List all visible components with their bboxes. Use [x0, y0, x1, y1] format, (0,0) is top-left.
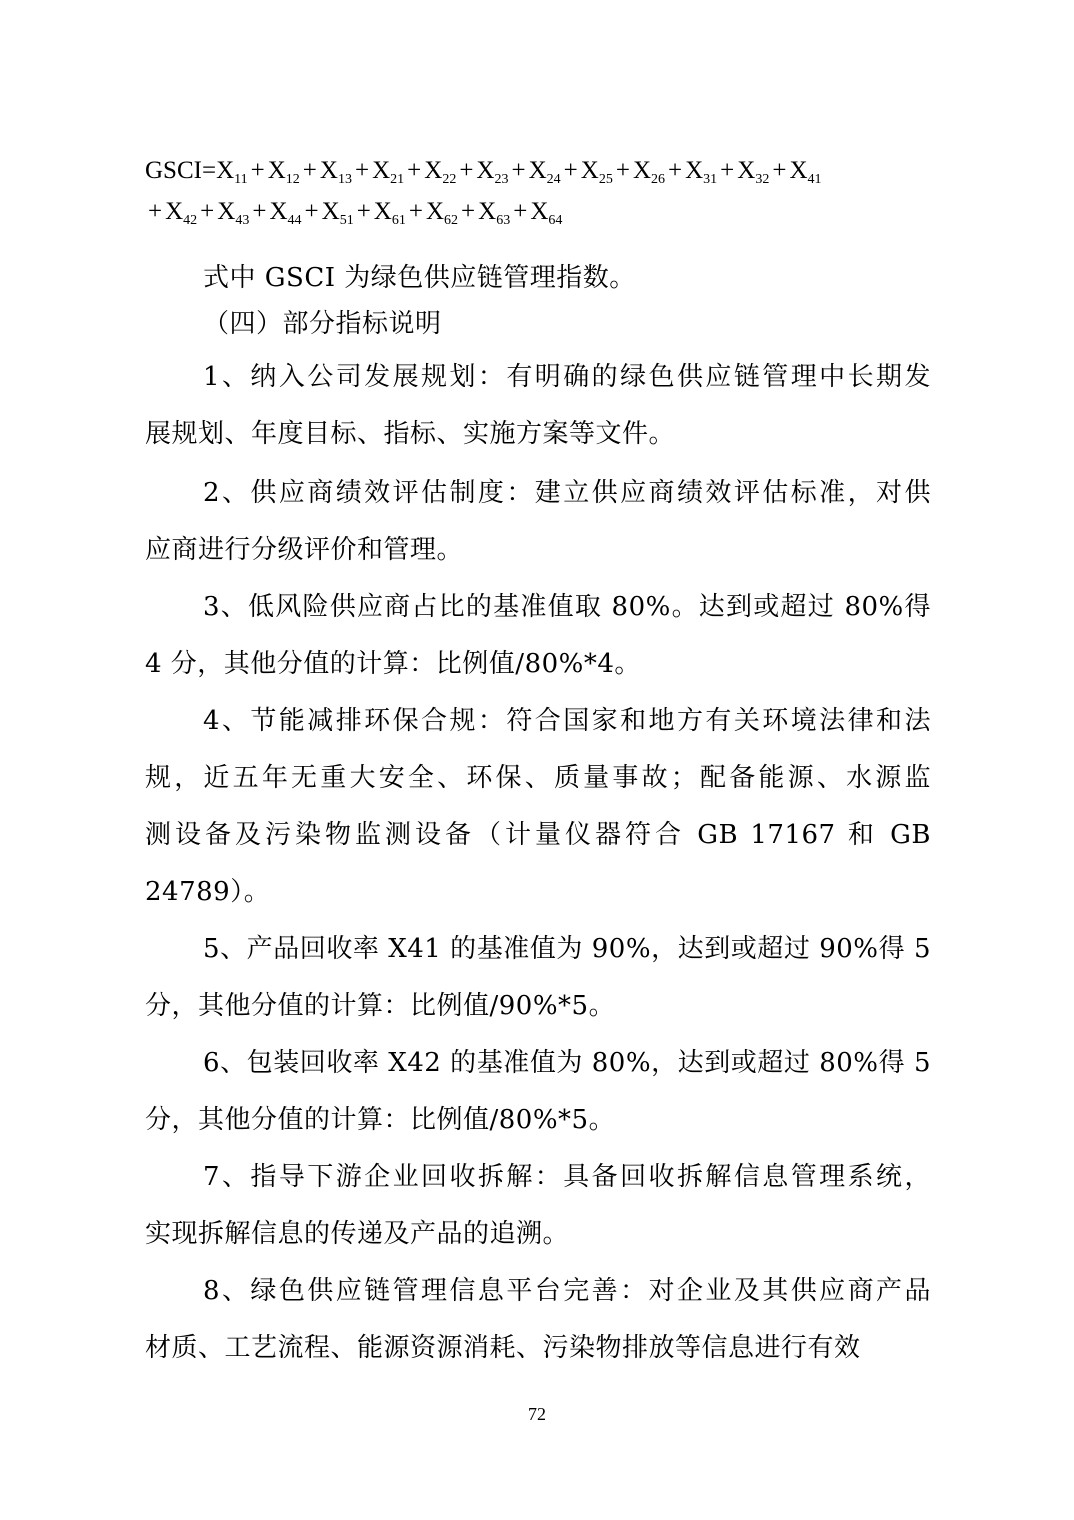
plus-sign: + — [511, 157, 526, 184]
plus-sign: + — [250, 157, 265, 184]
text-line: 2、供应商绩效评估制度：建立供应商绩效评估标准，对供 — [203, 478, 931, 508]
plus-sign: + — [615, 157, 630, 184]
formula-terms — [145, 198, 563, 228]
formula-term: $X_{12}$ — [267, 157, 300, 187]
plus-sign: + — [200, 198, 215, 225]
indicator-item — [145, 921, 931, 1035]
plus-sign: + — [720, 157, 735, 184]
indicator-item — [145, 693, 931, 921]
text-line: 测设备及污染物监测设备（计量仪器符合 GB 17167 和 GB — [145, 820, 931, 850]
formula-line-1 — [145, 157, 822, 188]
formula-term: $X_{42}$ — [165, 198, 198, 228]
text-line: 应商进行分级评价和管理。 — [145, 535, 464, 565]
formula-lhs: GSCI — [145, 157, 202, 184]
formula-term: $X_{41}$ — [789, 157, 822, 187]
plus-sign: + — [408, 198, 423, 225]
plus-sign: + — [302, 157, 317, 184]
formula-term: $X_{24}$ — [528, 157, 561, 187]
plus-sign: + — [461, 198, 476, 225]
text-line: 规，近五年无重大安全、环保、质量事故；配备能源、水源监 — [145, 763, 931, 793]
text-line: 8、绿色供应链管理信息平台完善：对企业及其供应商产品 — [203, 1276, 931, 1306]
formula-term: $X_{22}$ — [424, 157, 457, 187]
formula-term: $X_{64}$ — [530, 198, 563, 228]
formula-term: $X_{32}$ — [737, 157, 770, 187]
text-line: 5、产品回收率 X41 的基准值为 90%，达到或超过 90%得 5 — [203, 934, 931, 964]
plus-sign: + — [354, 157, 370, 184]
formula-term: $X_{21}$ — [372, 157, 405, 187]
formula-terms — [216, 157, 822, 187]
formula-term: $X_{31}$ — [685, 157, 718, 187]
formula-definition: 式中 GSCI 为绿色供应链管理指数。 — [203, 263, 636, 293]
formula-equals: = — [201, 157, 217, 184]
text-line: 1、纳入公司发展规划：有明确的绿色供应链管理中长期发 — [203, 362, 931, 392]
formula-term: $X_{25}$ — [580, 157, 613, 187]
indicator-item — [145, 1035, 931, 1149]
indicator-item — [145, 465, 931, 579]
formula-term: $X_{43}$ — [217, 198, 250, 228]
text-line: 展规划、年度目标、指标、实施方案等文件。 — [145, 419, 676, 449]
formula-term: $X_{23}$ — [476, 157, 509, 187]
section-title: （四）部分指标说明 — [203, 309, 442, 339]
formula-line-2 — [145, 198, 562, 229]
plus-sign: + — [356, 198, 371, 225]
plus-sign: + — [304, 198, 319, 225]
text-line: 分，其他分值的计算：比例值/80%*5。 — [145, 1105, 616, 1135]
formula-term: $X_{63}$ — [478, 198, 511, 228]
plus-sign: + — [668, 157, 683, 184]
plus-sign: + — [563, 157, 578, 184]
text-line: 7、指导下游企业回收拆解：具备回收拆解信息管理系统， — [203, 1162, 931, 1192]
plus-sign: + — [513, 198, 528, 225]
formula-term: $X_{51}$ — [321, 198, 354, 228]
plus-sign: + — [407, 157, 422, 184]
text-line: 实现拆解信息的传递及产品的追溯。 — [145, 1219, 570, 1249]
text-line: 24789）。 — [145, 877, 271, 907]
text-line: 4、节能减排环保合规：符合国家和地方有关环境法律和法 — [203, 706, 931, 736]
formula-term: $X_{11}$ — [216, 157, 248, 187]
formula-term: $X_{26}$ — [632, 157, 665, 187]
plus-sign: + — [252, 198, 267, 225]
indicator-item — [145, 349, 931, 463]
indicator-item — [145, 579, 931, 693]
formula-term: $X_{61}$ — [373, 198, 406, 228]
text-line: 材质、工艺流程、能源资源消耗、污染物排放等信息进行有效 — [145, 1333, 861, 1363]
text-line: 4 分，其他分值的计算：比例值/80%*4。 — [145, 649, 641, 679]
text-line: 分，其他分值的计算：比例值/90%*5。 — [145, 991, 616, 1021]
plus-sign: + — [459, 157, 474, 184]
page-number: 72 — [528, 1404, 546, 1424]
formula-term: $X_{13}$ — [319, 157, 352, 187]
text-line: 3、低风险供应商占比的基准值取 80%。达到或超过 80%得 — [203, 592, 931, 622]
text-line: 6、包装回收率 X42 的基准值为 80%，达到或超过 80%得 5 — [203, 1048, 931, 1078]
plus-sign: + — [772, 157, 787, 184]
plus-sign: + — [148, 198, 163, 225]
indicator-item — [145, 1263, 931, 1377]
formula-term: $X_{62}$ — [425, 198, 459, 228]
indicator-item — [145, 1149, 931, 1263]
formula-term: $X_{44}$ — [269, 198, 302, 228]
